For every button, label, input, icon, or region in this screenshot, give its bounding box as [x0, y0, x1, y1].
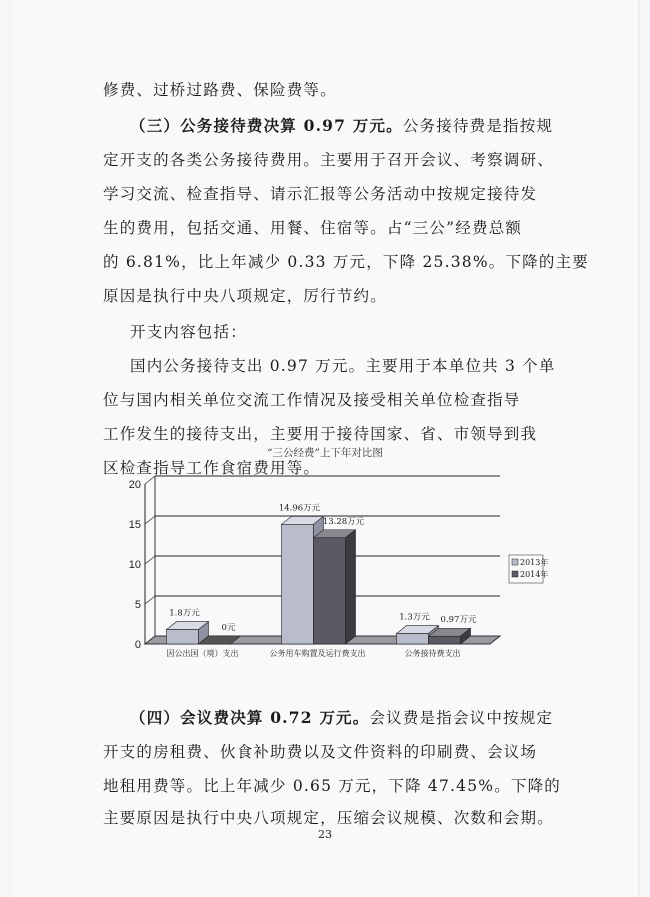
- line-text: 主要原因是执行中央八项规定，压缩会议规模、次数和会期。: [103, 809, 554, 827]
- data-label: 0.97万元: [440, 615, 477, 626]
- line-text: 开支内容包括：: [130, 323, 247, 341]
- gridline-depth: [145, 556, 155, 564]
- y-tick-label: 20: [128, 479, 141, 491]
- legend-swatch: [512, 571, 518, 577]
- line-text: 定开支的各类公务接待费用。主要用于召开会议、考察调研、: [103, 151, 554, 169]
- line-text: 原因是执行中央八项规定，厉行节约。: [103, 287, 387, 305]
- line-text: 开支的房租费、伙食补助费以及文件资料的印刷费、会议场: [103, 743, 538, 761]
- data-label: 1.8万元: [169, 608, 200, 619]
- data-label: 1.3万元: [399, 612, 430, 623]
- y-tick-label: 15: [128, 519, 141, 531]
- legend-label: 2014年: [520, 570, 549, 579]
- x-tick-label: 因公出国（境）支出: [166, 649, 239, 658]
- gridline-depth: [145, 476, 155, 484]
- data-label: 13.28万元: [322, 516, 365, 527]
- bar: [429, 636, 461, 644]
- page-number: 23: [318, 828, 332, 841]
- line-text: 区检查指导工作食宿费用等。: [103, 459, 321, 477]
- line-text: 国内公务接待支出 0.97 万元。主要用于本单位共 3 个单: [130, 357, 556, 375]
- bar: [397, 634, 429, 644]
- line-text: 公务接待费是指按规: [402, 117, 554, 135]
- bar: [167, 630, 199, 644]
- x-tick-label: 公务用车购置及运行费支出: [269, 649, 366, 658]
- gridline-depth: [145, 596, 155, 604]
- bar: [314, 538, 346, 644]
- y-tick-label: 0: [134, 639, 141, 651]
- line-text: 地租用费等。比上年减少 0.65 万元，下降 47.45%。下降的: [103, 777, 561, 795]
- bar: [282, 524, 314, 644]
- heading-bold-text: （三）公务接待费决算 0.97 万元。: [130, 116, 403, 135]
- x-tick-label: 公务接待费支出: [404, 649, 461, 658]
- gridline-depth: [145, 516, 155, 524]
- bar-chart: [105, 470, 549, 670]
- data-label: 14.96万元: [278, 503, 321, 514]
- y-tick-label: 10: [128, 559, 141, 571]
- legend-label: 2013年: [520, 558, 549, 567]
- data-label: 0元: [221, 623, 236, 633]
- y-tick-label: 5: [134, 599, 141, 611]
- line-text: 位与国内相关单位交流工作情况及接受相关单位检查指导: [103, 391, 521, 409]
- heading-bold-text: （四）会议费决算 0.72 万元。: [130, 708, 370, 727]
- line-text: 工作发生的接待支出，主要用于接待国家、省、市领导到我: [103, 425, 538, 443]
- line-text: 会议费是指会议中按规定: [369, 709, 554, 727]
- legend-swatch: [512, 559, 518, 565]
- line-text: 学习交流、检查指导、请示汇报等公务活动中按规定接待发: [103, 185, 538, 203]
- bar-side: [346, 530, 356, 644]
- line-text: 修费、过桥过路费、保险费等。: [103, 81, 337, 99]
- line-text: 生的费用，包括交通、用餐、住宿等。占“三公”经费总额: [103, 219, 523, 237]
- chart-title: “三公经费”上下年对比图: [267, 447, 383, 459]
- line-text: 的 6.81%，比上年减少 0.33 万元，下降 25.38%。下降的主要: [103, 253, 589, 271]
